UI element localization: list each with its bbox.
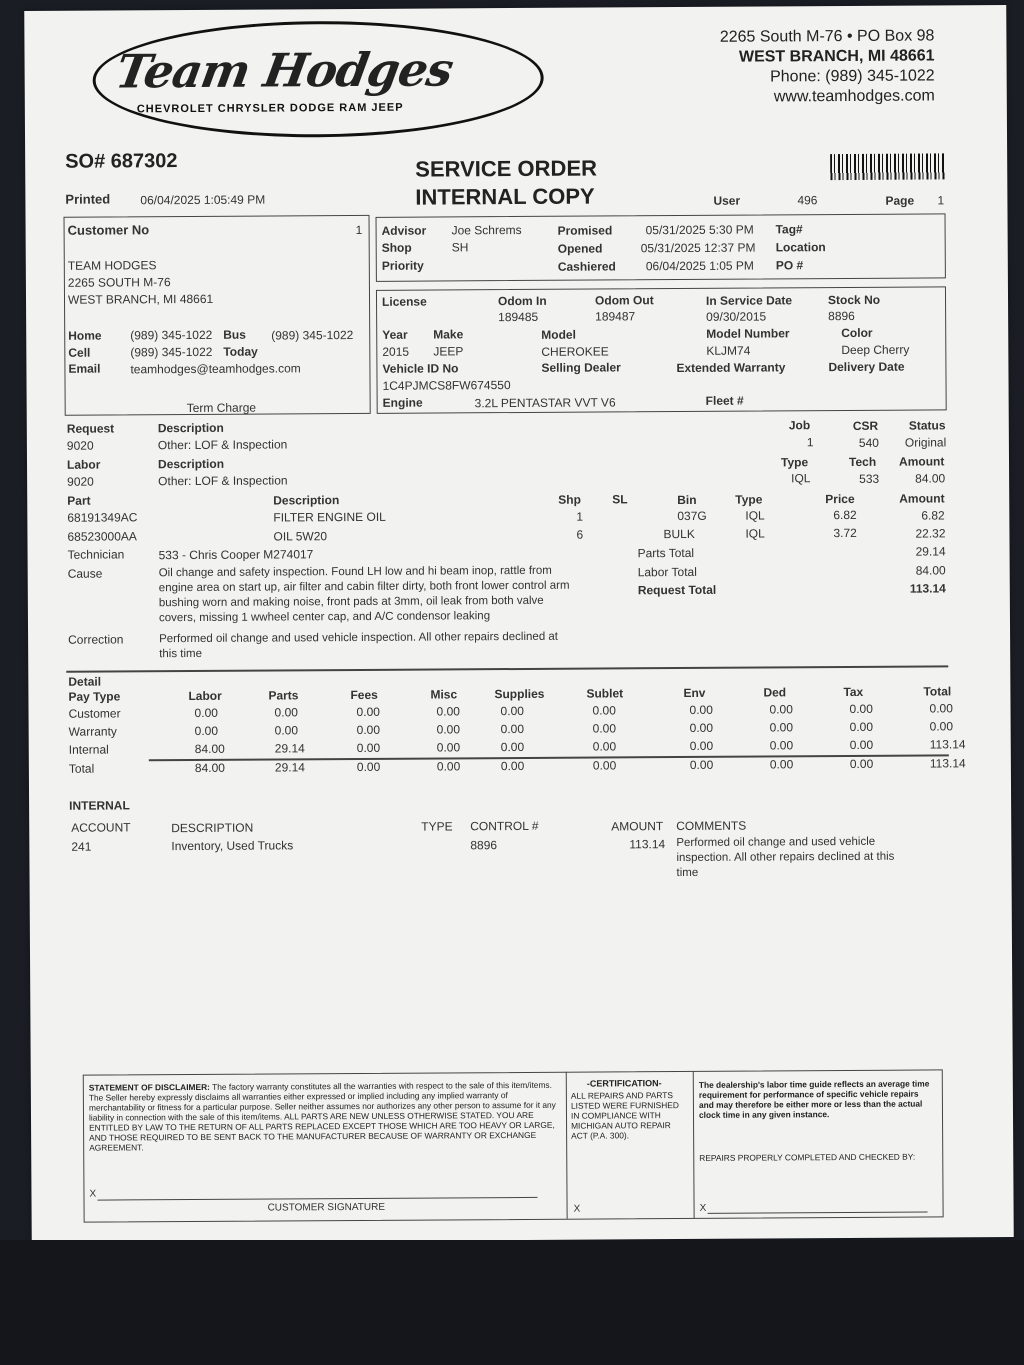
internal-account: 241: [71, 839, 92, 854]
request-desc: Other: LOF & Inspection: [157, 437, 288, 453]
dealer-website: www.teamhodges.com: [773, 87, 935, 106]
cashiered-label: Cashiered: [557, 259, 616, 274]
detail-cell: 0.00: [769, 738, 794, 753]
internal-header-type: TYPE: [421, 819, 453, 834]
home-label: Home: [68, 328, 102, 343]
detail-cell: 0.00: [592, 721, 617, 736]
part-amount: 6.82: [921, 508, 945, 523]
odom-out-label: Odom Out: [594, 293, 654, 308]
csr-value: 540: [858, 435, 879, 450]
parts-header-price: Price: [825, 491, 855, 507]
detail-cell: 0.00: [769, 702, 793, 717]
customer-city: WEST BRANCH, MI 48661: [67, 291, 214, 307]
request-total: 113.14: [909, 581, 946, 596]
detail-cell: 113.14: [929, 737, 966, 752]
type-label: Type: [780, 455, 809, 470]
internal-header-description: DESCRIPTION: [171, 820, 254, 836]
detail-cell: 0.00: [194, 705, 218, 720]
part-description: FILTER ENGINE OIL: [273, 509, 386, 525]
detail-total-divider: [149, 754, 949, 760]
labor-total-label: Labor Total: [637, 564, 697, 580]
customer-name: TEAM HODGES: [67, 258, 157, 273]
detail-cell: 0.00: [592, 739, 617, 754]
detail-cell: 0.00: [849, 701, 873, 716]
request-label: Request: [66, 421, 115, 436]
desk-background: [0, 1240, 1024, 1365]
extended-warranty-label: Extended Warranty: [676, 360, 786, 376]
labor-total: 84.00: [915, 563, 946, 578]
detail-pay-type: Warranty: [68, 724, 117, 739]
disclaimer-text: [89, 1080, 561, 1153]
internal-comment-line: inspection. All other repairs declined at this: [676, 850, 895, 865]
detail-header: Sublet: [586, 686, 624, 701]
color-label: Color: [841, 325, 873, 341]
status-value: Original: [904, 435, 947, 450]
selling-dealer-label: Selling Dealer: [541, 360, 621, 375]
dealer-brands: CHEVROLET CHRYSLER DODGE RAM JEEP: [136, 101, 404, 116]
part-description: OIL 5W20: [273, 529, 328, 544]
license-label: License: [381, 294, 427, 309]
color-value: Deep Cherry: [841, 342, 910, 358]
model-label: Model: [541, 327, 576, 342]
customer-no-label: Customer No: [67, 222, 150, 238]
cause-line: bushing worn and making noise, front pads at 3mm, oil leak from both valve: [158, 594, 544, 610]
part-type: IQL: [745, 508, 765, 523]
parts-header-bin: Bin: [677, 492, 697, 508]
signature-x: X: [89, 1188, 97, 1200]
detail-cell: 0.00: [689, 738, 714, 753]
cell-phone: (989) 345-1022: [130, 344, 213, 360]
detail-cell: 0.00: [500, 758, 525, 774]
detail-cell: 113.14: [929, 756, 966, 771]
certification-title: -CERTIFICATION-: [586, 1078, 662, 1089]
shop-label: Shop: [381, 240, 412, 255]
detail-cell: 0.00: [592, 758, 617, 773]
part-bin: 037G: [677, 508, 707, 524]
promised-label: Promised: [557, 223, 613, 238]
detail-header: Env: [683, 685, 706, 700]
detail-cell: 0.00: [849, 756, 874, 771]
make-label: Make: [433, 327, 464, 342]
internal-header-amount: AMOUNT: [611, 819, 664, 834]
stock-no: 8896: [828, 308, 855, 324]
cause-line: covers, missing 1 wwheel center cap, and A/C condensor leaking: [158, 610, 491, 625]
internal-description: Inventory, Used Trucks: [171, 838, 294, 854]
advisor-label: Advisor: [381, 223, 427, 238]
dealer-address-2: WEST BRANCH, MI 48661: [738, 47, 935, 66]
part-number: 68523000AA: [67, 529, 137, 544]
detail-header: Labor: [188, 688, 222, 704]
technician-label: Technician: [67, 547, 125, 562]
repairs-x: X: [699, 1202, 707, 1214]
disclaimer-title: STATEMENT OF DISCLAIMER:: [88, 1081, 210, 1093]
dealer-address-1: 2265 South M-76 • PO Box 98: [719, 27, 935, 46]
detail-table: [24, 5, 1006, 11]
engine-value: 3.2L PENTASTAR VVT V6: [474, 395, 616, 411]
request-total-label: Request Total: [637, 582, 717, 598]
technician-value: 533 - Chris Cooper M274017: [158, 547, 314, 563]
location-label: Location: [775, 240, 826, 255]
detail-cell: 0.00: [849, 719, 874, 734]
detail-cell: 0.00: [436, 740, 461, 755]
detail-cell: 0.00: [929, 719, 954, 734]
cause-label: Cause: [67, 566, 103, 581]
opened-label: Opened: [557, 241, 603, 256]
dealer-logo-text: Team Hodges: [112, 42, 457, 99]
printed-label: Printed: [65, 191, 111, 207]
correction-line: this time: [159, 647, 203, 661]
page-label: Page: [885, 193, 915, 208]
signature-label: CUSTOMER SIGNATURE: [267, 1201, 386, 1214]
detail-header: Tax: [843, 684, 864, 700]
correction-line: Performed oil change and used vehicle inspection. All other repairs declined at: [159, 630, 559, 646]
dealer-phone: Phone: (989) 345-1022: [770, 67, 935, 86]
repairs-completed-text: REPAIRS PROPERLY COMPLETED AND CHECKED BY:: [699, 1151, 916, 1163]
parts-header-shp: Shp: [558, 492, 581, 507]
part-amount: 22.32: [915, 526, 946, 541]
labor-desc: Other: LOF & Inspection: [158, 473, 288, 489]
detail-header: Parts: [268, 688, 299, 703]
cell-label: Cell: [68, 345, 91, 360]
part-price: 6.82: [833, 507, 857, 523]
detail-cell: 29.14: [274, 741, 305, 756]
model-number: KLJM74: [706, 343, 751, 358]
odom-out: 189487: [595, 309, 636, 324]
promised-value: 05/31/2025 5:30 PM: [645, 222, 754, 238]
internal-header-account: ACCOUNT: [71, 820, 131, 835]
delivery-date-label: Delivery Date: [828, 359, 905, 375]
customer-no: 1: [355, 222, 363, 237]
detail-divider: [66, 665, 948, 672]
detail-pay-type: Internal: [68, 742, 109, 757]
detail-cell: 0.00: [356, 740, 381, 755]
detail-cell: 84.00: [194, 741, 225, 756]
tech-label: Tech: [848, 454, 877, 469]
detail-header: Ded: [763, 685, 787, 700]
parts-header-sl: SL: [612, 492, 628, 507]
internal-header-comments: COMMENTS: [676, 818, 747, 834]
fleet-label: Fleet #: [705, 393, 744, 408]
type-value: IQL: [791, 471, 811, 486]
detail-cell: 0.00: [274, 705, 298, 720]
csr-label: CSR: [852, 418, 879, 433]
detail-header: Fees: [350, 687, 378, 703]
detail-cell: 0.00: [689, 757, 714, 772]
detail-label: Detail: [68, 674, 102, 689]
detail-cell: 0.00: [769, 757, 794, 772]
detail-cell: 0.00: [592, 703, 616, 718]
odom-in: 189485: [498, 309, 539, 325]
odom-in-label: Odom In: [497, 293, 547, 309]
detail-cell: 0.00: [436, 759, 461, 774]
detail-cell: 0.00: [356, 759, 381, 774]
part-price: 3.72: [833, 525, 857, 541]
printed-value: 06/04/2025 1:05:49 PM: [140, 192, 266, 208]
labor-desc-label: Description: [157, 456, 225, 472]
title-service-order: SERVICE ORDER: [415, 155, 598, 182]
so-number: SO# 687302: [65, 150, 178, 173]
detail-cell: 0.00: [689, 702, 713, 717]
parts-header-type: Type: [735, 492, 763, 507]
priority-label: Priority: [381, 258, 424, 273]
detail-cell: 0.00: [500, 721, 525, 737]
detail-cell: 0.00: [689, 720, 714, 735]
detail-pay-type: Customer: [68, 706, 121, 721]
parts-total-label: Parts Total: [637, 545, 695, 561]
service-order-paper: [24, 5, 1014, 1243]
disclaimer-body: The factory warranty constitutes all the warranties with respect to the sale of this item/items. The Seller hereby expressly disclaims all warranties either expressed or implied including any implied warranty of merchantability or fitness for a particular purpose. Seller neither assumes nor authorizes any other person to assume for it any liability in connection with the sale of this item/items. ALL PARTS ARE NEW UNLESS OTHERWISE STATED. YOU ARE ENTITLED BY LAW TO THE RETURN OF ALL PARTS REPLACED EXCEPT THOSE WHICH ARE TOO HEAVY OR LARGE, AND THOSE REQUIRED TO BE SENT BACK TO THE MANUFACTURER BECAUSE OF WARRANTY OR EXCHANGE AGREEMENT.: [88, 1079, 556, 1153]
request-desc-label: Description: [157, 420, 224, 436]
cause-line: Oil change and safety inspection. Found LH low and hi beam inop, rattle from: [158, 564, 552, 580]
opened-value: 05/31/2025 12:37 PM: [640, 240, 756, 256]
vin-value: 1C4PJMCS8FW674550: [382, 378, 511, 393]
user-value: 496: [797, 193, 818, 208]
amount-label: Amount: [898, 454, 945, 469]
detail-header: Misc: [430, 687, 458, 702]
labor-code: 9020: [67, 474, 94, 489]
parts-header-description: Description: [273, 493, 340, 508]
parts-header-amount: Amount: [899, 491, 945, 506]
in-service-date: 09/30/2015: [706, 309, 767, 324]
certification-x: X: [573, 1203, 581, 1215]
detail-cell: 0.00: [436, 722, 461, 737]
year-label: Year: [382, 327, 408, 342]
page-value: 1: [937, 193, 945, 208]
internal-amount: 113.14: [629, 837, 666, 852]
detail-cell: 29.14: [274, 760, 305, 775]
bus-phone: (989) 345-1022: [271, 328, 354, 343]
job-no: 1: [806, 435, 814, 450]
labor-label: Labor: [66, 457, 101, 472]
tech-value: 533: [859, 471, 880, 486]
vin-label: Vehicle ID No: [382, 361, 459, 376]
labor-guide-text: The dealership's labor time guide reflects an average time requirement for performance of specific vehicle repairs and may therefore be either more or less than the actual clock time in any given instance.: [698, 1078, 930, 1120]
user-label: User: [713, 193, 741, 208]
detail-header: Pay Type: [68, 689, 121, 704]
title-internal-copy: INTERNAL COPY: [415, 183, 595, 210]
in-service-label: In Service Date: [705, 293, 793, 308]
detail-header: Total: [923, 684, 952, 699]
tag-label: Tag#: [775, 222, 803, 237]
stock-label: Stock No: [827, 292, 881, 308]
customer-street: 2265 SOUTH M-76: [67, 275, 171, 290]
detail-cell: 0.00: [769, 720, 794, 735]
internal-label: INTERNAL: [69, 798, 130, 813]
advisor-value: Joe Schrems: [451, 222, 522, 238]
detail-cell: 0.00: [436, 704, 460, 719]
detail-pay-type: Total: [68, 761, 95, 776]
part-shp: 6: [576, 527, 584, 542]
part-type: IQL: [745, 526, 765, 541]
job-label: Job: [788, 418, 811, 433]
internal-header-control: CONTROL #: [470, 818, 539, 834]
term-charge: Term Charge: [186, 400, 257, 416]
model-number-label: Model Number: [706, 326, 790, 341]
part-number: 68191349AC: [67, 510, 138, 525]
part-shp: 1: [576, 509, 584, 524]
engine-label: Engine: [382, 395, 423, 410]
detail-cell: 0.00: [849, 737, 874, 752]
internal-control: 8896: [470, 838, 498, 853]
cashiered-value: 06/04/2025 1:05 PM: [645, 258, 754, 274]
correction-label: Correction: [68, 632, 124, 647]
email-label: Email: [68, 361, 101, 376]
detail-cell: 0.00: [500, 703, 524, 719]
detail-header: Supplies: [494, 686, 545, 702]
certification-text: ALL REPAIRS AND PARTS LISTED WERE FURNISHED IN COMPLIANCE WITH MICHIGAN AUTO REPAIR ACT (P.A. 300).: [570, 1090, 679, 1141]
today-label: Today: [223, 344, 258, 359]
home-phone: (989) 345-1022: [130, 327, 213, 343]
parts-header-part: Part: [67, 493, 91, 508]
parts-total: 29.14: [915, 544, 946, 559]
po-label: PO #: [775, 258, 804, 273]
detail-cell: 0.00: [500, 739, 525, 755]
make-value: JEEP: [433, 344, 464, 359]
shop-value: SH: [451, 240, 469, 255]
barcode: [830, 153, 945, 180]
customer-email: teamhodges@teamhodges.com: [130, 361, 301, 377]
internal-comment-line: Performed oil change and used vehicle: [676, 835, 876, 850]
detail-cell: 0.00: [274, 723, 299, 738]
bus-label: Bus: [223, 327, 246, 342]
detail-cell: 0.00: [929, 701, 953, 716]
year-value: 2015: [382, 344, 410, 359]
part-bin: BULK: [663, 526, 695, 542]
request-code: 9020: [66, 438, 94, 453]
customer-box: [64, 215, 371, 416]
detail-cell: 0.00: [356, 722, 381, 737]
detail-cell: 0.00: [194, 723, 219, 738]
status-label: Status: [908, 418, 946, 433]
detail-cell: 84.00: [194, 760, 225, 775]
detail-cell: 0.00: [356, 704, 380, 719]
model-value: CHEROKEE: [541, 344, 609, 359]
internal-comment-line: time: [676, 866, 699, 880]
labor-amount: 84.00: [915, 471, 946, 486]
cause-line: engine area on start up, air filter and cabin filter dirty, both front lower control arm: [158, 579, 570, 595]
